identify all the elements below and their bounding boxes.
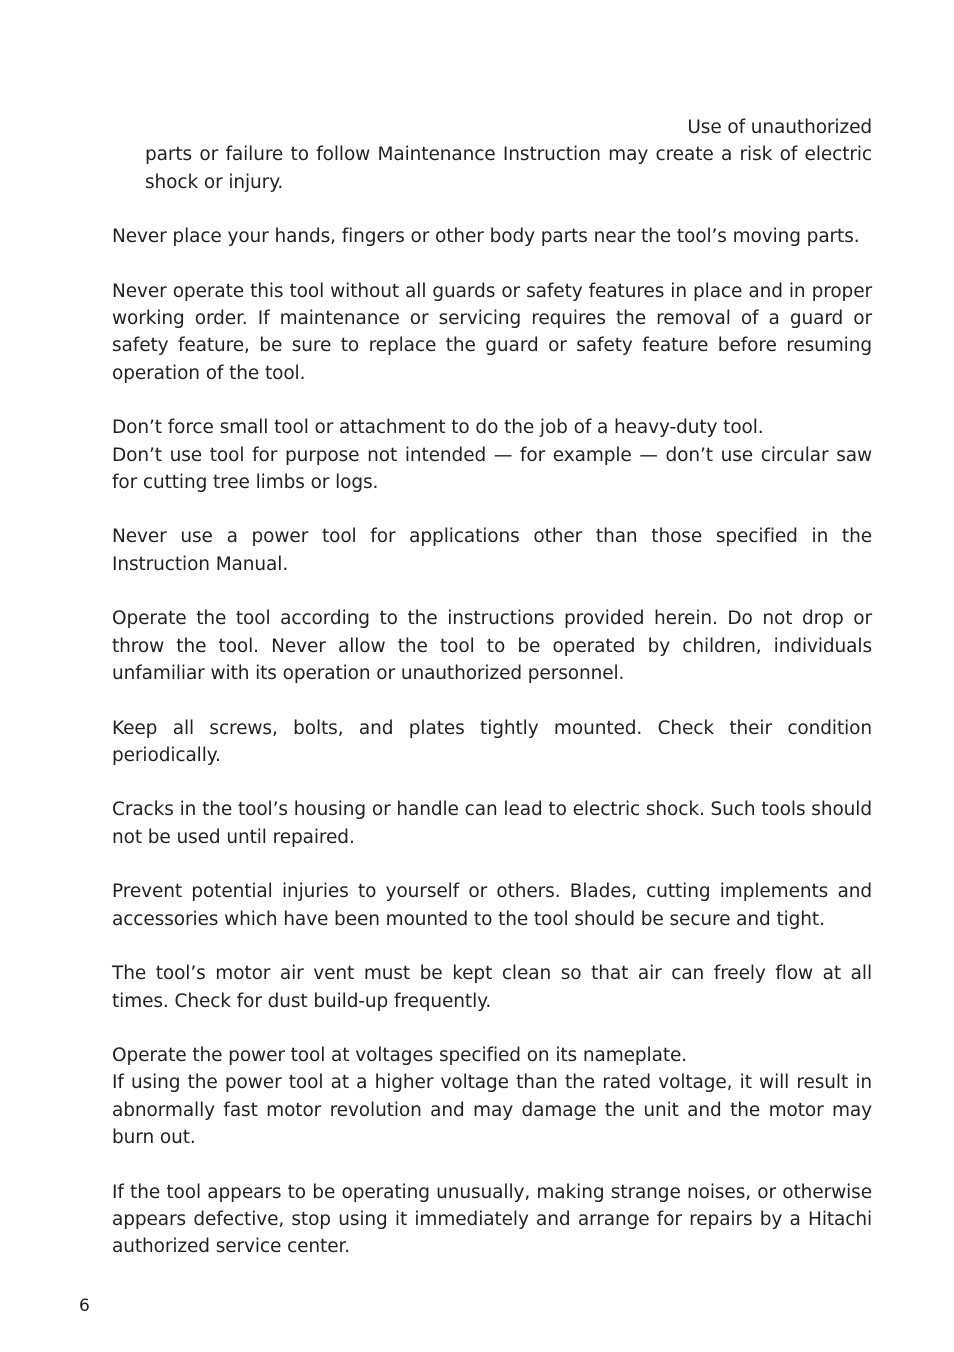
page-number: 6 [79,1296,90,1316]
paragraph-line: parts or failure to follow Maintenance Instruction may create a risk of electric shock or injury. [145,144,872,193]
paragraph-line: Cracks in the tool’s housing or handle can lead to electric shock. Such tools should not be used until repaired. [112,799,872,848]
paragraph-line: Never place your hands, fingers or other body parts near the tool’s moving parts. [112,226,860,248]
safety-instructions [112,114,872,1288]
paragraph-line: Keep all screws, bolts, and plates tightly mounted. Check their condition periodically. [112,717,872,766]
paragraph-line: Use of unauthorized [687,117,872,138]
paragraph-voltage [112,1042,872,1151]
paragraph-unauthorized-parts [112,114,872,196]
paragraph-line: Never operate this tool without all guards or safety features in place and in proper working order. If maintenance or servicing requires the removal of a guard or safety feature, be sure to replace the guard or safety feature before resuming operation of the tool. [112,280,872,384]
paragraph-line: Operate the tool according to the instructions provided herein. Do not drop or throw the tool. Never allow the tool to be operated by children, individuals unfamiliar with its operation or unauthorized personnel. [112,608,872,684]
paragraph-line: Don’t use tool for purpose not intended — for example — don’t use circular saw for cutting tree limbs or logs. [112,444,872,493]
paragraph-line: Don’t force small tool or attachment to do the job of a heavy-duty tool. [112,417,764,439]
paragraph-hands-moving-parts [112,223,872,250]
paragraph-air-vent [112,960,872,1015]
paragraph-operate-instructions [112,605,872,687]
paragraph-line: If the tool appears to be operating unusually, making strange noises, or otherwise appears defective, stop using it immediately and arrange for repairs by a Hitachi authorized service center. [112,1181,872,1258]
paragraph-force-tool [112,414,872,496]
paragraph-line: Prevent potential injuries to yourself or others. Blades, cutting implements and accessories which have been mounted to the tool should be secure and tight. [112,881,872,930]
paragraph-unusual-operation [112,1179,872,1261]
paragraph-line: Operate the power tool at voltages specified on its nameplate. [112,1045,688,1067]
paragraph-line: Never use a power tool for applications other than those specified in the Instruction Manual. [112,526,872,575]
paragraph-cracks-housing [112,796,872,851]
paragraph-applications [112,523,872,578]
paragraph-line: The tool’s motor air vent must be kept clean so that air can freely flow at all times. Check for dust build-up frequently. [112,963,872,1012]
paragraph-prevent-injuries [112,878,872,933]
paragraph-guards [112,278,872,387]
paragraph-line: If using the power tool at a higher voltage than the rated voltage, it will result in abnormally fast motor revolution and may damage the unit and the motor may burn out. [112,1072,872,1148]
paragraph-screws-bolts [112,715,872,770]
